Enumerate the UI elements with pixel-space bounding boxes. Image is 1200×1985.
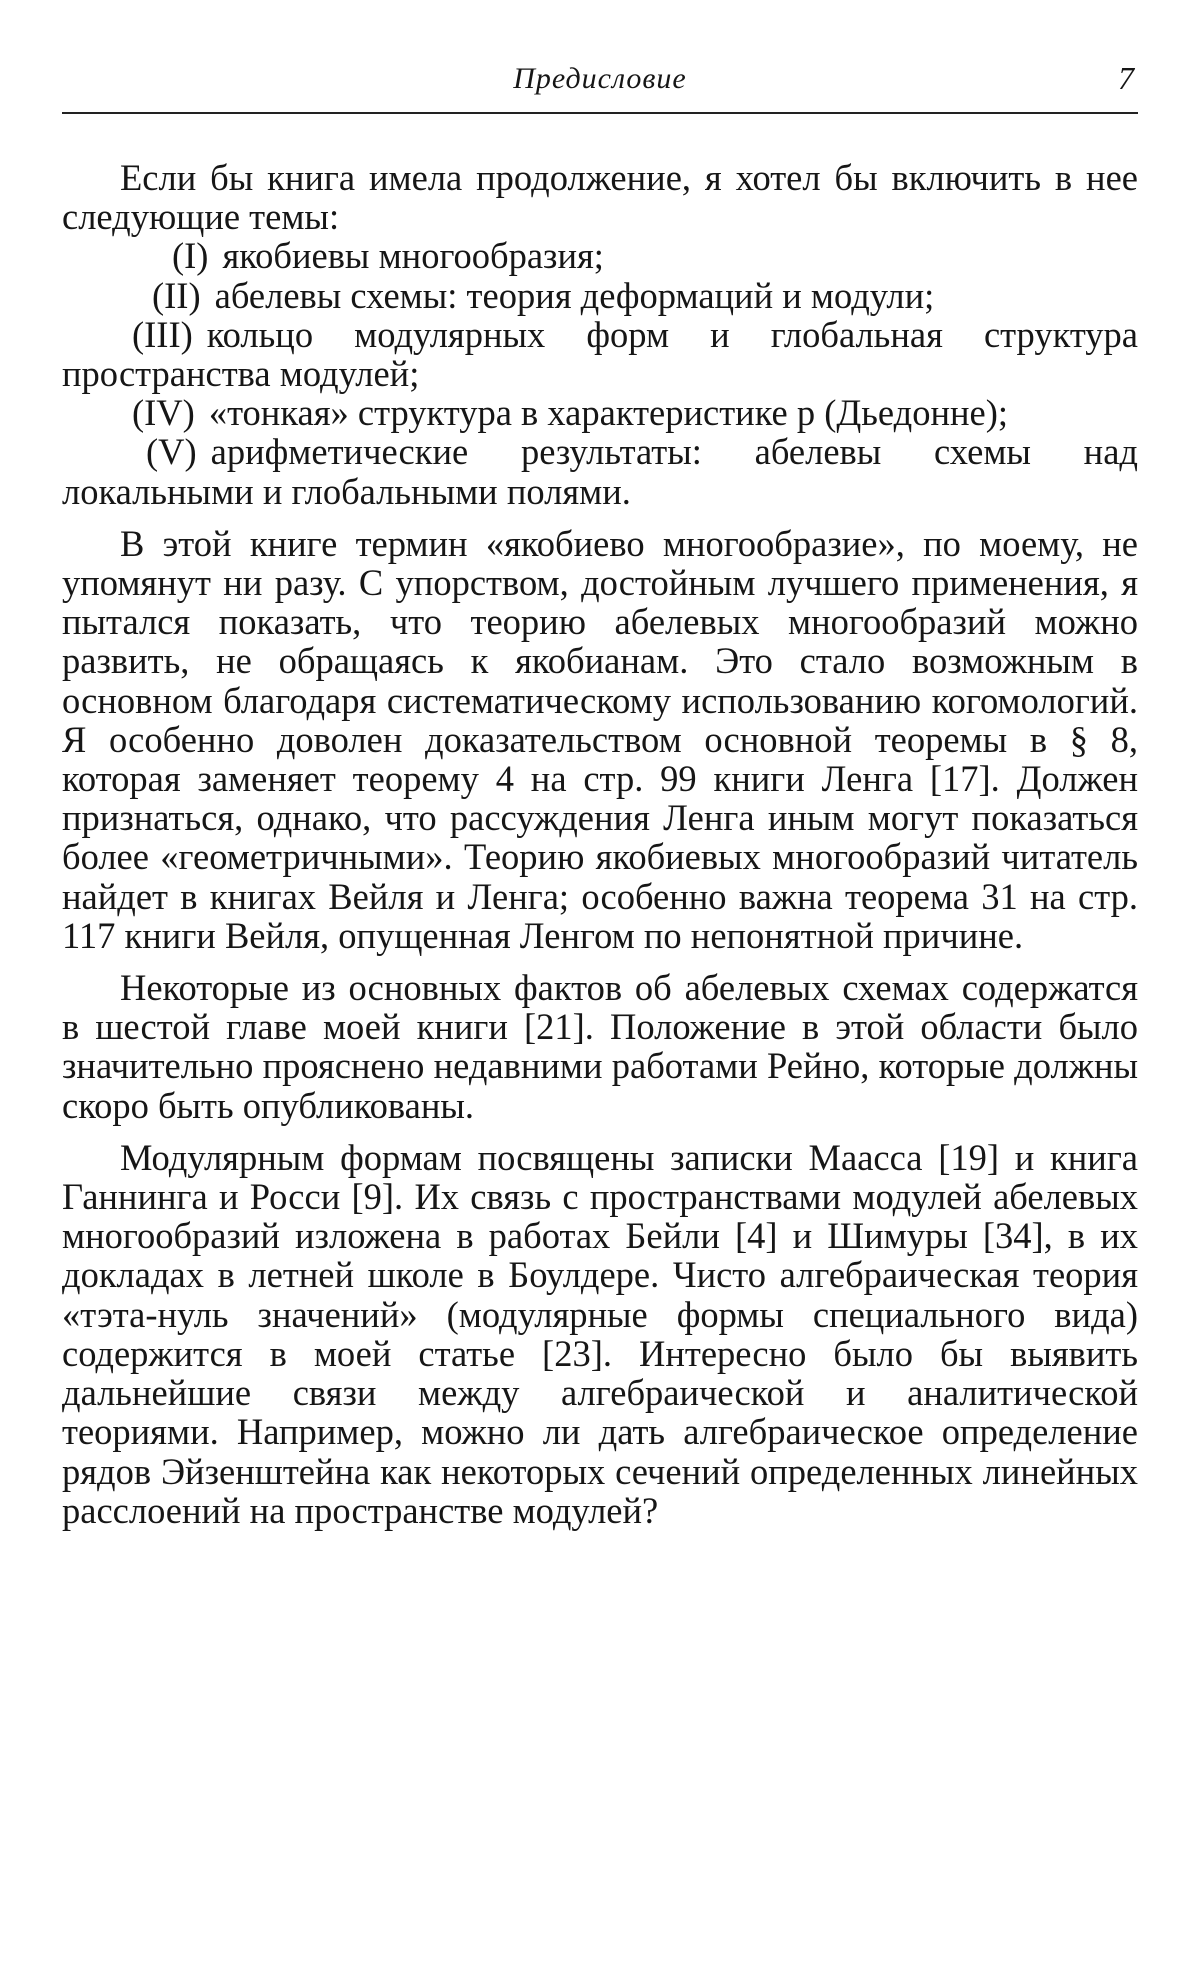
paragraph-abelian-schemes: Некоторые из основных фактов об абелевых схемах содержатся в шестой главе моей книги [21]. Положение в этой области было значительно прояснено недавними работами Рейно, которые должны скоро быть опубликованы. [62, 967, 1138, 1126]
paragraph-modular-forms: Модулярным формам посвящены записки Маасса [19] и книга Ганнинга и Росси [9]. Их связь с пространствами модулей абелевых многообразий изложена в работах Бейли [4] и Шимуры [34], в их докладах в летней школе в Боулдере. Чисто алгебраическая теория «тэта-нуль значений» (модулярные формы специального вида) содержится в моей статье [23]. Интересно было бы выявить дальнейшие связи между алгебраической и аналитической теориями. Например, можно ли дать алгебраическое определение рядов Эйзенштейна как некоторых сечений определенных линейных расслоений на пространстве модулей? [62, 1136, 1138, 1531]
topic-text: кольцо модулярных форм и глобальная структура пространства модулей; [62, 313, 1138, 395]
topic-item-3 [62, 315, 1138, 393]
body-text [62, 158, 1138, 1530]
paragraph-jacobians: В этой книге термин «якобиево многообразие», по моему, не упомянут ни разу. С упорством, достойным лучшего применения, я пытался показать, что теорию абелевых многообразий можно развить, не обращаясь к якобианам. Это стало возможным в основном благодаря систематическому использованию когомологий. Я особенно доволен доказательством основной теоремы в § 8, которая заменяет теорему 4 на стр. 99 книги Ленга [17]. Должен признаться, однако, что рассуждения Ленга иным могут показаться более «геометричными». Теорию якобиевых многообразий читатель найдет в книгах Вейля и Ленга; особенно важна теорема 31 на стр. 117 книги Вейля, опущенная Ленгом по непонятной причине. [62, 522, 1138, 956]
topic-number: (III) [132, 313, 193, 355]
topic-number: (IV) [132, 392, 195, 434]
topic-number: (I) [172, 235, 209, 277]
header-rule [62, 112, 1138, 114]
topic-number: (V) [146, 431, 197, 473]
running-title: Предисловие [513, 62, 687, 95]
topic-text: «тонкая» структура в характеристике p (Дьедонне); [208, 392, 1009, 434]
book-page [62, 40, 1138, 1960]
intro-paragraph: Если бы книга имела продолжение, я хотел бы включить в нее следующие темы: [62, 157, 1138, 238]
topic-text: арифметические результаты: абелевы схемы над локальными и глобальными полями. [62, 431, 1138, 512]
page-number: 7 [1118, 60, 1134, 96]
topic-text: абелевы схемы: теория деформаций и модули; [214, 274, 935, 316]
topic-item-5 [62, 432, 1138, 510]
topic-item-4 [62, 393, 1138, 432]
topic-item-2 [62, 276, 1138, 315]
topic-text: якобиевы многообразия; [222, 235, 604, 277]
running-header [62, 40, 1138, 102]
topic-number: (II) [152, 274, 201, 316]
topic-item-1 [62, 236, 1138, 275]
